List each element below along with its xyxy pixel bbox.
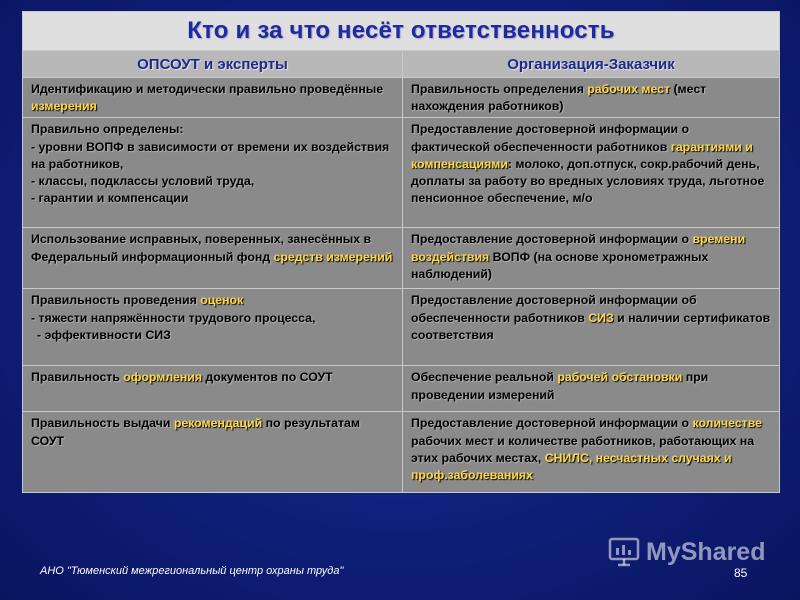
highlighted-term: оформления xyxy=(123,370,203,385)
cell-line xyxy=(31,121,394,138)
highlighted-term: СНИЛС, xyxy=(544,450,593,465)
highlighted-term: рабочих мест xyxy=(587,82,671,96)
cell-text: Правильно определены: xyxy=(31,122,184,137)
cell-text: Правильность проведения xyxy=(31,293,201,308)
highlighted-term: времени воздействия xyxy=(411,232,746,264)
highlighted-term: рабочей обстановки xyxy=(557,370,683,385)
cell-text: (мест нахождения работников) xyxy=(411,82,707,114)
cell-line xyxy=(31,139,394,173)
table-cell-left xyxy=(23,289,403,366)
cell-text: и наличии сертификатов соответствия xyxy=(411,310,771,342)
table-cell-left xyxy=(23,228,403,289)
cell-text: Правильность определения xyxy=(411,82,588,96)
highlighted-term: измерения xyxy=(31,99,97,114)
table-row xyxy=(23,78,780,118)
table-row xyxy=(23,289,780,366)
highlighted-term: средств измерений xyxy=(273,249,393,264)
highlighted-term: несчастных случаях и проф.заболеваниях xyxy=(411,450,732,483)
table-cell-right xyxy=(403,289,780,366)
cell-line xyxy=(411,231,771,283)
table-row xyxy=(23,228,780,289)
cell-line xyxy=(31,369,394,386)
slide-title: Кто и за что несёт ответственность xyxy=(187,17,615,45)
cell-text: Использование исправных, поверенных, занесённых в Федеральный информационный фонд xyxy=(31,232,372,264)
cell-text: Предоставление достоверной информации об обеспеченности работников xyxy=(411,293,697,325)
cell-text: Предоставление достоверной информации о xyxy=(411,232,693,247)
cell-line xyxy=(31,190,394,207)
cell-text: Предоставление достоверной информации о xyxy=(411,416,693,431)
table-cell-right xyxy=(403,78,780,118)
cell-line xyxy=(31,415,394,449)
cell-text: - гарантии и компенсации xyxy=(31,191,189,206)
cell-text: Идентификацию и методически правильно проведённые xyxy=(31,82,384,96)
highlighted-term: рекомендаций xyxy=(173,416,263,431)
cell-text: : молоко, доп.отпуск, сокр.рабочий день, доплаты за работу во вредных условиях труда, льготное пенсионное обеспечение, м/о xyxy=(411,156,765,206)
table-cell-left xyxy=(23,366,403,412)
cell-line xyxy=(411,369,771,403)
cell-line xyxy=(31,292,394,309)
cell-line xyxy=(411,121,771,207)
cell-text: по результатам СОУТ xyxy=(31,416,360,448)
title-cell xyxy=(23,12,780,51)
table-row xyxy=(23,412,780,493)
column-header-label: Организация-Заказчик xyxy=(507,55,675,73)
cell-line xyxy=(411,292,771,344)
table-cell-right xyxy=(403,412,780,493)
table-cell-right xyxy=(403,366,780,412)
page-number: 85 xyxy=(734,566,748,580)
cell-text: Обеспечение реальной xyxy=(411,370,558,385)
cell-line xyxy=(31,231,394,265)
cell-text: документов по СОУТ xyxy=(202,370,333,385)
cell-line xyxy=(31,310,394,327)
highlighted-term: оценок xyxy=(200,293,244,308)
column-header-label: ОПСОУТ и эксперты xyxy=(137,55,288,73)
cell-text: ВОПФ (на основе хронометражных наблюдений) xyxy=(411,249,709,281)
table-row xyxy=(23,366,780,412)
cell-text: Правильность xyxy=(31,370,124,385)
highlighted-term: гарантиями и компенсациями xyxy=(411,139,753,171)
cell-text: - уровни ВОПФ в зависимости от времени их воздействия на работников, xyxy=(31,139,390,171)
cell-line xyxy=(31,327,394,344)
highlighted-term: СИЗ xyxy=(588,310,614,325)
cell-text: - классы, подклассы условий труда, xyxy=(31,174,255,189)
table-cell-left xyxy=(23,118,403,228)
cell-text: Правильность выдачи xyxy=(31,416,174,431)
cell-text: - тяжести напряжённости трудового процесса, xyxy=(31,310,316,325)
column-header-experts xyxy=(23,51,403,78)
table-cell-left xyxy=(23,78,403,118)
column-header-customer xyxy=(403,51,780,78)
cell-line xyxy=(31,173,394,190)
cell-line xyxy=(31,81,394,115)
table-cell-right xyxy=(403,118,780,228)
highlighted-term: количестве xyxy=(692,416,762,431)
responsibility-table xyxy=(22,11,780,493)
table-cell-right xyxy=(403,228,780,289)
table-row xyxy=(23,118,780,228)
table-cell-left xyxy=(23,412,403,493)
footer-organization: АНО "Тюменский межрегиональный центр охраны труда" xyxy=(40,565,344,577)
cell-text: Предоставление достоверной информации о фактической обеспеченности работников xyxy=(411,122,690,154)
cell-line xyxy=(411,81,771,115)
cell-text: рабочих мест и количестве работников, работающих на этих рабочих местах, xyxy=(411,433,755,465)
cell-text: при проведении измерений xyxy=(411,370,709,402)
watermark-text: MyShared xyxy=(646,537,766,566)
watermark xyxy=(608,536,765,568)
presentation-icon xyxy=(608,536,640,568)
cell-line xyxy=(411,415,771,484)
cell-text: - эффективности СИЗ xyxy=(37,327,171,342)
